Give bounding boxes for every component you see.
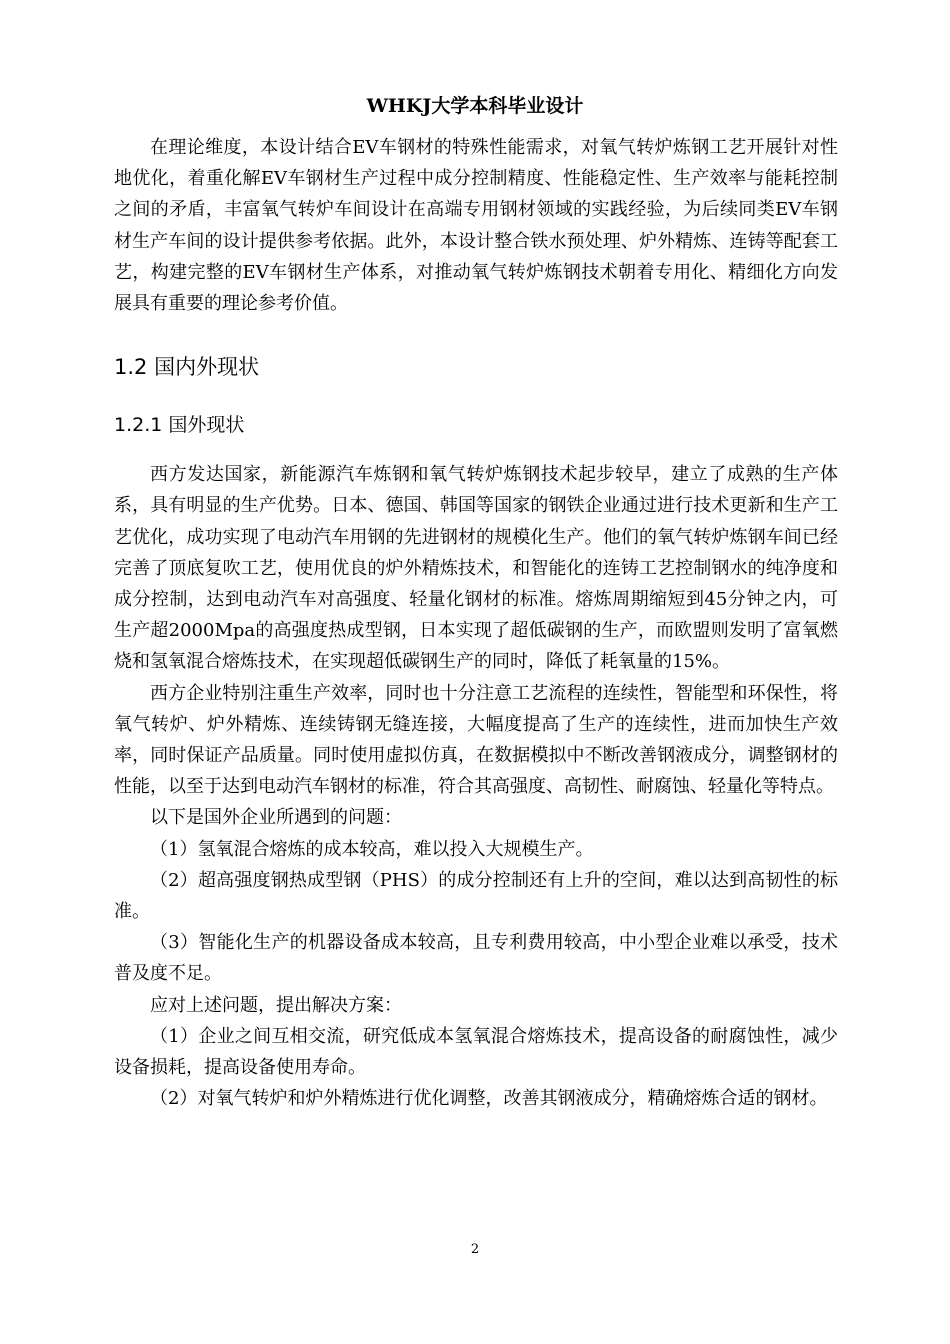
problem-item-2: （2）超高强度钢热成型钢（PHS）的成分控制还有上升的空间，难以达到高韧性的标准。 xyxy=(114,869,838,923)
section-heading-1-2: 1.2 国内外现状 xyxy=(114,355,260,380)
paragraph-foreign-overview: 西方发达国家，新能源汽车炼钢和氧气转炉炼钢技术起步较早，建立了成熟的生产体系，具有明显的生产优势。日本、德国、韩国等国家的钢铁企业通过进行技术更新和生产工艺优化，成功实现了电动汽车用钢的先进钢材的规模化生产。他们的氧气转炉炼钢车间已经完善了顶底复吹工艺，使用优良的炉外精炼技术，和智能化的连铸工艺控制钢水的纯净度和成分控制，达到电动汽车对高强度、轻量化钢材的标准。熔炼周期缩短到45分钟之内，可生产超2000Mpa的高强度热成型钢，日本实现了超低碳钢的生产，而欧盟则发明了富氧燃烧和氢氧混合熔炼技术，在实现超低碳钢生产的同时，降低了耗氧量的15%。 xyxy=(114,464,838,673)
solution-item-2: （2）对氧气转炉和炉外精炼进行优化调整，改善其钢液成分，精确熔炼合适的钢材。 xyxy=(150,1088,828,1110)
page-header-title: WHKJ大学本科毕业设计 xyxy=(366,95,584,117)
problem-item-1: （1）氢氧混合熔炼的成本较高，难以投入大规模生产。 xyxy=(150,838,594,860)
paragraph-foreign-efficiency: 西方企业特别注重生产效率，同时也十分注意工艺流程的连续性，智能型和环保性，将氧气转炉、炉外精炼、连续铸钢无缝连接，大幅度提高了生产的连续性，进而加快生产效率，同时保证产品质量。同时使用虚拟仿真，在数据模拟中不断改善钢液成分，调整钢材的性能，以至于达到电动汽车钢材的标准，符合其高强度、高韧性、耐腐蚀、轻量化等特点。 xyxy=(114,682,838,798)
paragraph-problems-intro: 以下是国外企业所遇到的问题： xyxy=(150,807,402,829)
document-body xyxy=(114,132,838,1114)
paragraph-solutions-intro: 应对上述问题，提出解决方案： xyxy=(150,994,402,1016)
problem-item-3: （3）智能化生产的机器设备成本较高，且专利费用较高，中小型企业难以承受，技术普及度不足。 xyxy=(114,932,838,985)
page-number: 2 xyxy=(470,1242,480,1257)
section-heading-1-2-1: 1.2.1 国外现状 xyxy=(114,414,245,437)
solution-item-1: （1）企业之间互相交流，研究低成本氢氧混合熔炼技术，提高设备的耐腐蚀性，减少设备损耗，提高设备使用寿命。 xyxy=(114,1025,838,1079)
intro-paragraph: 在理论维度，本设计结合EV车钢材的特殊性能需求，对氧气转炉炼钢工艺开展针对性地优化，着重化解EV车钢材生产过程中成分控制精度、性能稳定性、生产效率与能耗控制之间的矛盾，丰富氧气转炉车间设计在高端专用钢材领域的实践经验，为后续同类EV车钢材生产车间的设计提供参考依据。此外，本设计整合铁水预处理、炉外精炼、连铸等配套工艺，构建完整的EV车钢材生产体系，对推动氧气转炉炼钢技术朝着专用化、精细化方向发展具有重要的理论参考价值。 xyxy=(114,137,838,315)
